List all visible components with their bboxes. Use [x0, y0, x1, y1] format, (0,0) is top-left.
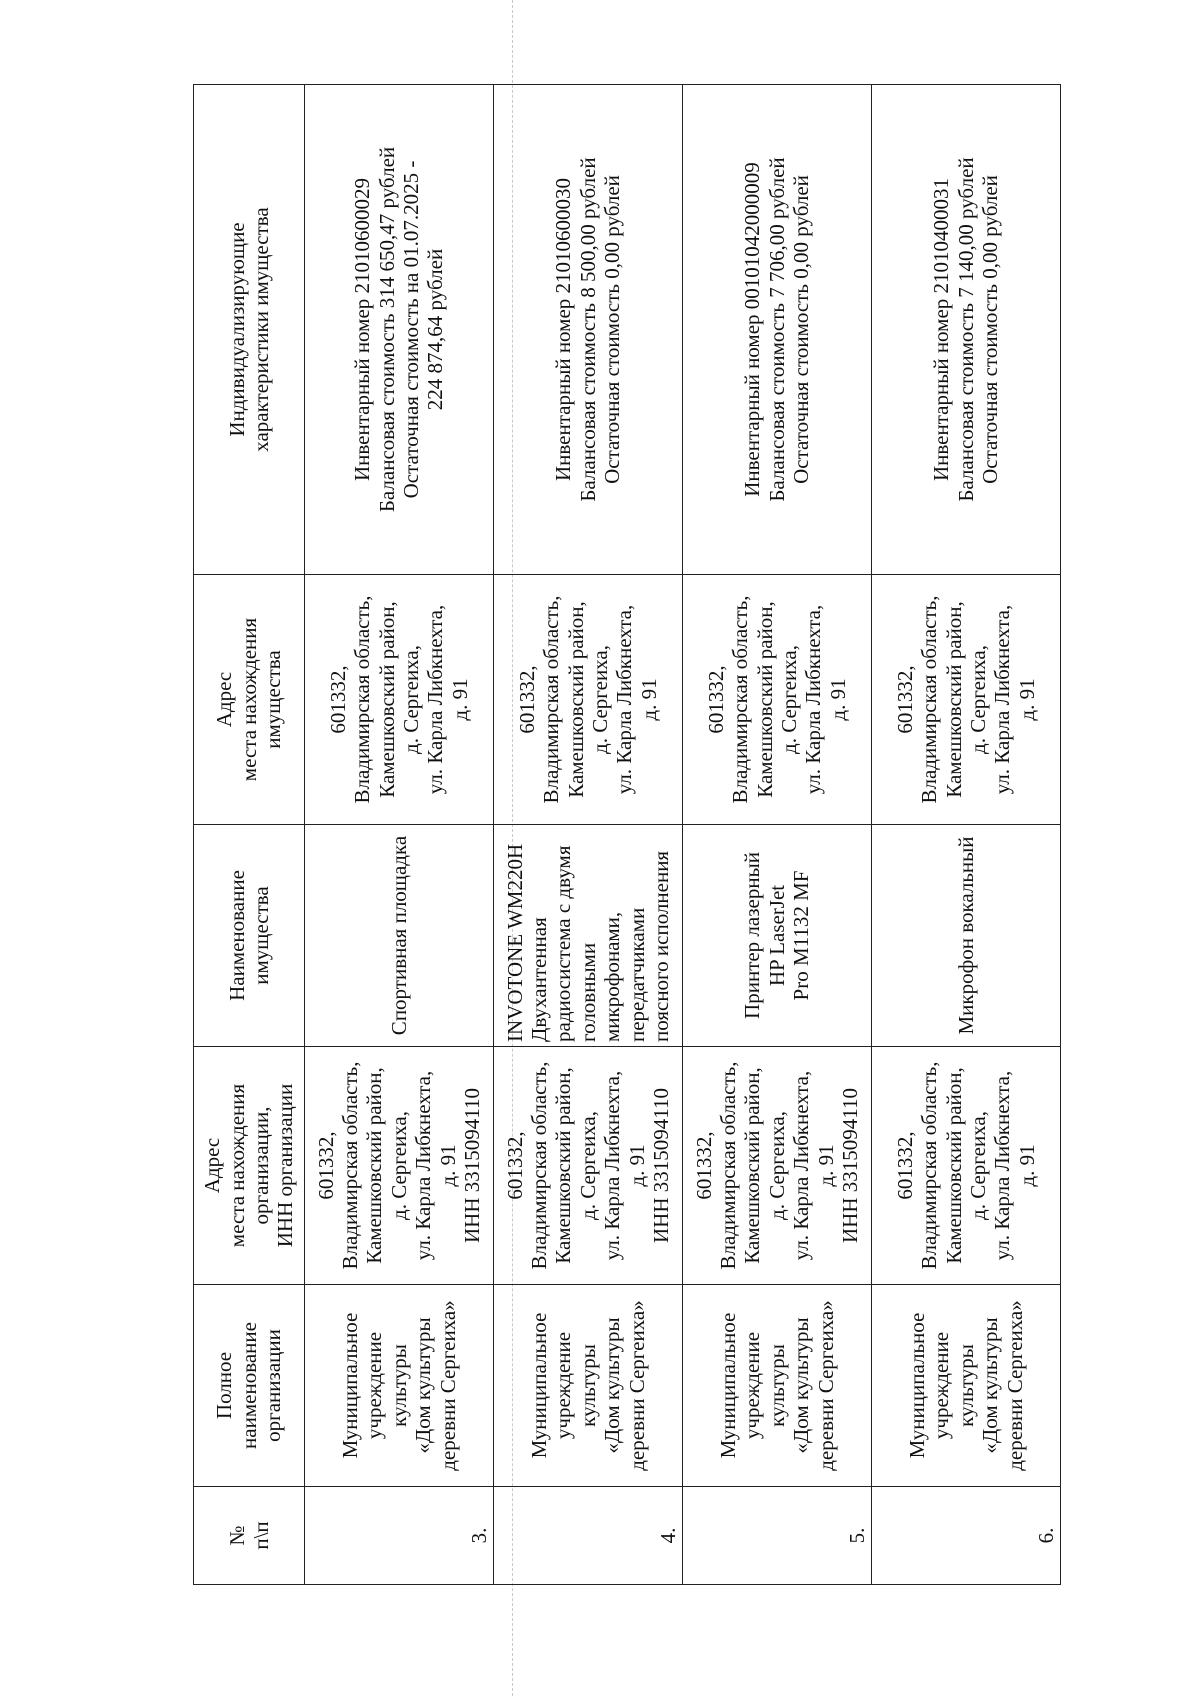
cell-text-line: Инвентарный номер 21010400031 [929, 177, 954, 482]
cell-text-line: 601332, [325, 665, 350, 734]
characteristics-cell [683, 85, 872, 575]
cell-text-line: Наименование [224, 870, 249, 1001]
cell-text-line: ул. Карла Либкнехта, [600, 1070, 625, 1261]
row-number [872, 1487, 1061, 1585]
cell-text-line: д. Сергеиха, [777, 645, 801, 754]
cell-text-line: имущества [249, 886, 273, 985]
cell-text-line: Владимирская область, [539, 595, 564, 804]
cell-text-line: Владимирская область, [350, 595, 375, 804]
header-org-address [194, 1047, 305, 1285]
header-org-name [194, 1285, 305, 1487]
cell-text-line: д. Сергеиха, [386, 1111, 411, 1220]
characteristics-cell [494, 85, 683, 575]
table-row [683, 85, 872, 1585]
cell-text-line: Микрофон вокальный [953, 836, 978, 1035]
cell-text-line: Камешковский район, [740, 1067, 765, 1264]
cell-text-line: Спортивная площадка [386, 835, 411, 1036]
cell-text-line: Владимирская область, [716, 1061, 741, 1270]
cell-text-line: ИНН 3315094110 [648, 1088, 673, 1243]
cell-text-line: д. 91 [636, 678, 661, 721]
cell-text-line: ул. Карла Либкнехта, [411, 1070, 436, 1261]
row-number [305, 1487, 494, 1585]
cell-text-line: 5. [844, 1527, 869, 1544]
cell-text-line: Балансовая стоимость 314 650,47 рублей [374, 146, 399, 513]
cell-text-line: 601332, [313, 1131, 338, 1200]
property-table [193, 84, 1061, 1585]
cell-text-line: имущества [261, 650, 286, 749]
cell-text-line: д. Сергеиха, [399, 645, 423, 754]
cell-text-line: «Дом культуры [411, 1317, 436, 1454]
org-address-cell [872, 1047, 1061, 1285]
cell-text-line: 601332, [691, 1131, 716, 1200]
cell-text-line: ИНН организации [273, 1083, 298, 1248]
cell-text-line: Полное наименование [212, 1322, 261, 1449]
cell-text-line: д. 91 [813, 1144, 838, 1187]
cell-text-line: Камешковский район, [551, 1067, 576, 1264]
cell-text-line: ИНН 3315094110 [837, 1088, 862, 1243]
cell-text-line: Камешковский район, [362, 1067, 387, 1264]
property-address-cell [872, 575, 1061, 825]
cell-text-line: Двухантенная [527, 917, 552, 1042]
cell-text-line: учреждение культуры [551, 1331, 600, 1440]
header-characteristics [194, 85, 305, 575]
cell-text-line: Камешковский район, [752, 601, 777, 798]
cell-text-line: места нахождения [236, 617, 261, 782]
property-name-cell [872, 825, 1061, 1047]
cell-text-line: «Дом культуры [600, 1317, 625, 1454]
cell-text-line: д. Сергеиха, [966, 645, 990, 754]
cell-text-line: 601332, [514, 665, 539, 734]
cell-text-line: «Дом культуры [978, 1317, 1003, 1454]
cell-text-line: ул. Карла Либкнехта, [990, 1070, 1015, 1261]
cell-text-line: д. Сергеиха, [966, 1111, 990, 1220]
property-address-cell [494, 575, 683, 825]
cell-text-line: Остаточная стоимость 0,00 рублей [978, 175, 1003, 484]
cell-text-line: головными [575, 942, 600, 1042]
cell-text-line: 4. [655, 1527, 680, 1544]
cell-text-line: INVOTONE WM220H [502, 843, 527, 1042]
cell-text-line: Владимирская область, [338, 1061, 363, 1270]
cell-text-line: Камешковский район, [374, 601, 399, 798]
cell-text-line: Принтер лазерный [740, 852, 765, 1019]
property-address-cell [683, 575, 872, 825]
cell-text-line: деревни Сергеиха» [813, 1300, 838, 1471]
org-address-cell [683, 1047, 872, 1285]
cell-text-line: Балансовая стоимость 7 140,00 рублей [953, 157, 978, 502]
cell-text-line: д. Сергеиха, [764, 1111, 789, 1220]
cell-text-line: Камешковский район, [941, 601, 966, 798]
cell-text-line: п\п [249, 1521, 273, 1550]
cell-text-line: Остаточная стоимость на 01.07.2025 - [399, 160, 423, 499]
cell-text-line: места нахождения [224, 1083, 249, 1248]
cell-text-line: ИНН 3315094110 [459, 1088, 484, 1243]
cell-text-line: деревни Сергеиха» [1002, 1300, 1027, 1471]
cell-text-line: Муниципальное [716, 1312, 741, 1459]
cell-text-line: Муниципальное [527, 1312, 552, 1459]
cell-text-line: деревни Сергеиха» [624, 1300, 649, 1471]
cell-text-line: передатчиками [624, 907, 649, 1042]
org-address-cell [494, 1047, 683, 1285]
cell-text-line: «Дом культуры [789, 1317, 814, 1454]
cell-text-line: д. 91 [1014, 678, 1039, 721]
cell-text-line: д. 91 [435, 1144, 460, 1187]
cell-text-line: 224 874,64 рублей [423, 248, 448, 411]
property-name-cell [683, 825, 872, 1047]
cell-text-line: Балансовая стоимость 8 500,00 рублей [575, 157, 600, 502]
cell-text-line: ул. Карла Либкнехта, [789, 1070, 814, 1261]
cell-text-line: Владимирская область, [917, 595, 942, 804]
cell-text-line: 601332, [892, 665, 917, 734]
property-address-cell [305, 575, 494, 825]
characteristics-cell [305, 85, 494, 575]
cell-text-line: учреждение культуры [362, 1331, 411, 1440]
cell-text-line: Владимирская область, [917, 1061, 942, 1270]
cell-text-line: д. 91 [624, 1144, 649, 1187]
cell-text-line: Владимирская область, [527, 1061, 552, 1270]
cell-text-line: д. Сергеиха, [588, 645, 612, 754]
header-property-address [194, 575, 305, 825]
cell-text-line: Муниципальное [905, 1312, 930, 1459]
header-number [194, 1487, 305, 1585]
cell-text-line: HP LaserJet [764, 884, 789, 987]
row-number [683, 1487, 872, 1585]
cell-text-line: учреждение культуры [740, 1331, 789, 1440]
cell-text-line: Камешковский район, [563, 601, 588, 798]
cell-text-line: ул. Карла Либкнехта, [612, 604, 637, 795]
cell-text-line: д. 91 [447, 678, 472, 721]
org-name-cell [305, 1285, 494, 1487]
characteristics-cell [872, 85, 1061, 575]
cell-text-line: Остаточная стоимость 0,00 рублей [600, 175, 625, 484]
org-name-cell [683, 1285, 872, 1487]
row-number [494, 1487, 683, 1585]
cell-text-line: ул. Карла Либкнехта, [423, 604, 448, 795]
cell-text-line: Муниципальное [338, 1312, 363, 1459]
org-name-cell [494, 1285, 683, 1487]
cell-text-line: деревни Сергеиха» [435, 1300, 460, 1471]
header-row [194, 85, 305, 1585]
cell-text-line: д. 91 [1014, 1144, 1039, 1187]
org-address-cell [305, 1047, 494, 1285]
cell-text-line: Pro M1132 MF [789, 870, 814, 1001]
cell-text-line: ул. Карла Либкнехта, [990, 604, 1015, 795]
cell-text-line: д. 91 [825, 678, 850, 721]
cell-text-line: 601332, [703, 665, 728, 734]
cell-text-line: д. Сергеиха, [575, 1111, 600, 1220]
header-property-name [194, 825, 305, 1047]
cell-text-line: 601332, [892, 1131, 917, 1200]
cell-text-line: 3. [466, 1527, 491, 1544]
cell-text-line: поясного исполнения [648, 850, 673, 1042]
cell-text-line: Инвентарный номер 21010600029 [350, 177, 375, 482]
cell-text-line: 6. [1033, 1527, 1058, 1544]
cell-text-line: микрофонами, [600, 911, 625, 1042]
cell-text-line: ул. Карла Либкнехта, [801, 604, 826, 795]
org-name-cell [872, 1285, 1061, 1487]
cell-text-line: Остаточная стоимость 0,00 рублей [789, 175, 814, 484]
cell-text-line: Балансовая стоимость 7 706,00 рублей [764, 157, 789, 502]
property-name-cell [305, 825, 494, 1047]
cell-text-line: Инвентарный номер 00101042000009 [740, 162, 765, 497]
cell-text-line: организации, [249, 1106, 273, 1225]
cell-text-line: 601332, [502, 1131, 527, 1200]
property-name-cell [494, 825, 683, 1047]
cell-text-line: № [224, 1525, 249, 1546]
table-row [872, 85, 1061, 1585]
cell-text-line: учреждение культуры [929, 1331, 978, 1440]
cell-text-line: характеристики имущества [249, 207, 273, 452]
cell-text-line: Адрес [212, 671, 237, 728]
cell-text-line: Камешковский район, [941, 1067, 966, 1264]
cell-text-line: организации [261, 1329, 286, 1442]
cell-text-line: Индивидуализирующие [224, 222, 249, 437]
table-row [305, 85, 494, 1585]
cell-text-line: Инвентарный номер 21010600030 [551, 177, 576, 482]
table-row [494, 85, 683, 1585]
cell-text-line: Адрес [200, 1137, 225, 1194]
cell-text-line: радиосистема с двумя [551, 845, 576, 1042]
cell-text-line: Владимирская область, [728, 595, 753, 804]
